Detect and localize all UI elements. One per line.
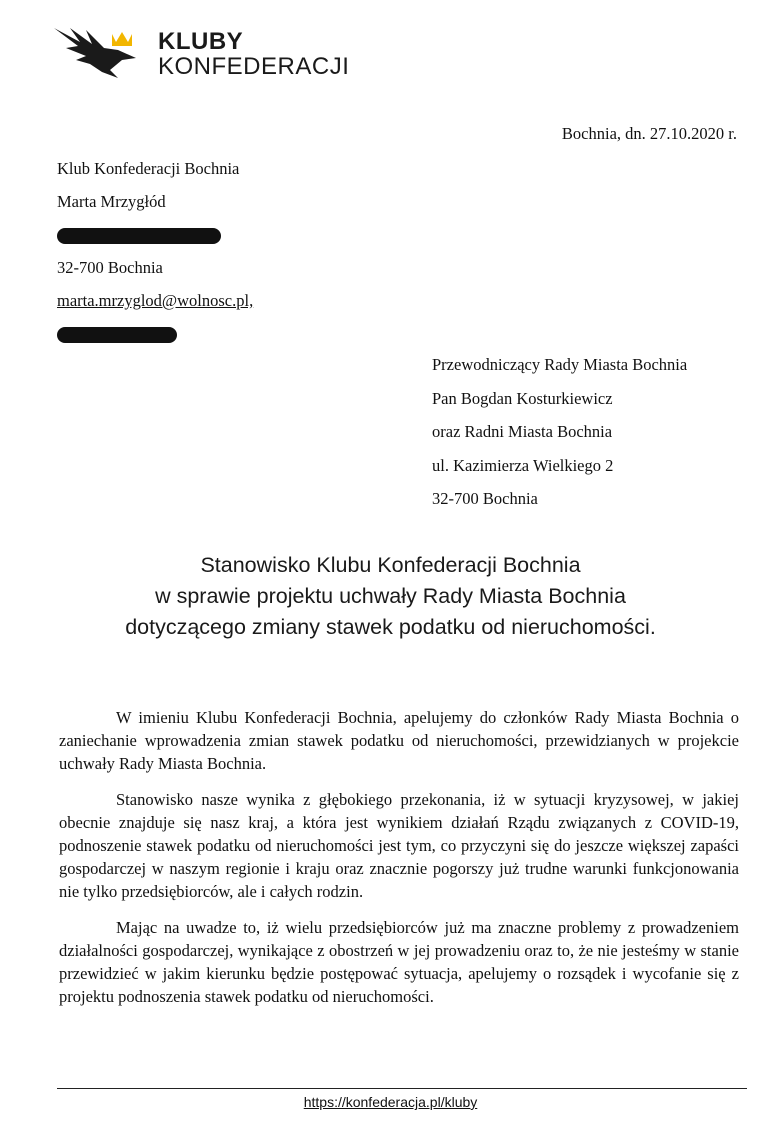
- logo: [52, 20, 352, 90]
- recipient-line: 32-700 Bochnia: [432, 489, 538, 508]
- body-paragraph: Stanowisko nasze wynika z głębokiego przekonania, iż w sytuacji kryzysowej, w jakiej obecnie znajduje się nasz kraj, a która jest wynikiem działań Rządu związanych z COVID-19, podnoszenie stawek podatku od nieruchomości jest tym, co przyczyni się do jeszcze większej zapaści gospodarczej w naszym regionie i kraju oraz znacznie pogorszy już trudne warunki funkcjonowania nie tylko przedsiębiorców, ale i całych rodzin.: [59, 789, 739, 902]
- recipient-line: ul. Kazimierza Wielkiego 2: [432, 455, 614, 475]
- letter-date: Bochnia, dn. 27.10.2020 r.: [561, 124, 737, 143]
- footer-link[interactable]: https://konfederacja.pl/kluby: [303, 1094, 478, 1110]
- recipient-line: Pan Bogdan Kosturkiewicz: [432, 388, 613, 408]
- letter-body: [59, 706, 739, 1020]
- document-title: [0, 550, 781, 643]
- sender-postal: 32-700 Bochnia: [57, 258, 163, 277]
- title-line: Stanowisko Klubu Konfederacji Bochnia: [200, 553, 581, 577]
- recipient-block: [432, 354, 687, 522]
- sender-club: Klub Konfederacji Bochnia: [57, 159, 240, 178]
- sender-address-redacted: [57, 224, 253, 257]
- sender-email-link: marta.mrzyglod@wolnosc.pl,: [57, 291, 254, 310]
- logo-text-konfederacji: KONFEDERACJI: [158, 53, 350, 80]
- eagle-crown-icon: [52, 20, 152, 80]
- sender-phone-redacted: [57, 323, 253, 356]
- recipient-line: oraz Radni Miasta Bochnia: [432, 422, 613, 441]
- recipient-line: Przewodniczący Rady Miasta Bochnia: [432, 355, 688, 374]
- footer-divider: [57, 1088, 747, 1089]
- sender-block: [57, 158, 253, 356]
- sender-email: [57, 290, 253, 323]
- body-paragraph: Mając na uwadze to, iż wielu przedsiębiorców już ma znaczne problemy z prowadzeniem działalności gospodarczej, wynikające z obostrzeń w jej prowadzeniu oraz to, że nie jesteśmy w stanie przewidzieć w jakim kierunku będzie postępować sytuacja, apelujemy o rozsądek i wycofanie się z projektu podnoszenia stawek podatku od nieruchomości.: [59, 917, 739, 1007]
- sender-name: Marta Mrzygłód: [57, 192, 166, 211]
- logo-text-kluby: KLUBY: [158, 28, 244, 55]
- title-line: w sprawie projektu uchwały Rady Miasta Bochnia: [155, 584, 626, 608]
- body-paragraph: W imieniu Klubu Konfederacji Bochnia, apelujemy do członków Rady Miasta Bochnia o zaniechanie wprowadzenia zmian stawek podatku od nieruchomości, przewidzianych w projekcie uchwały Rady Miasta Bochnia.: [59, 708, 739, 774]
- title-line: dotyczącego zmiany stawek podatku od nieruchomości.: [125, 615, 656, 639]
